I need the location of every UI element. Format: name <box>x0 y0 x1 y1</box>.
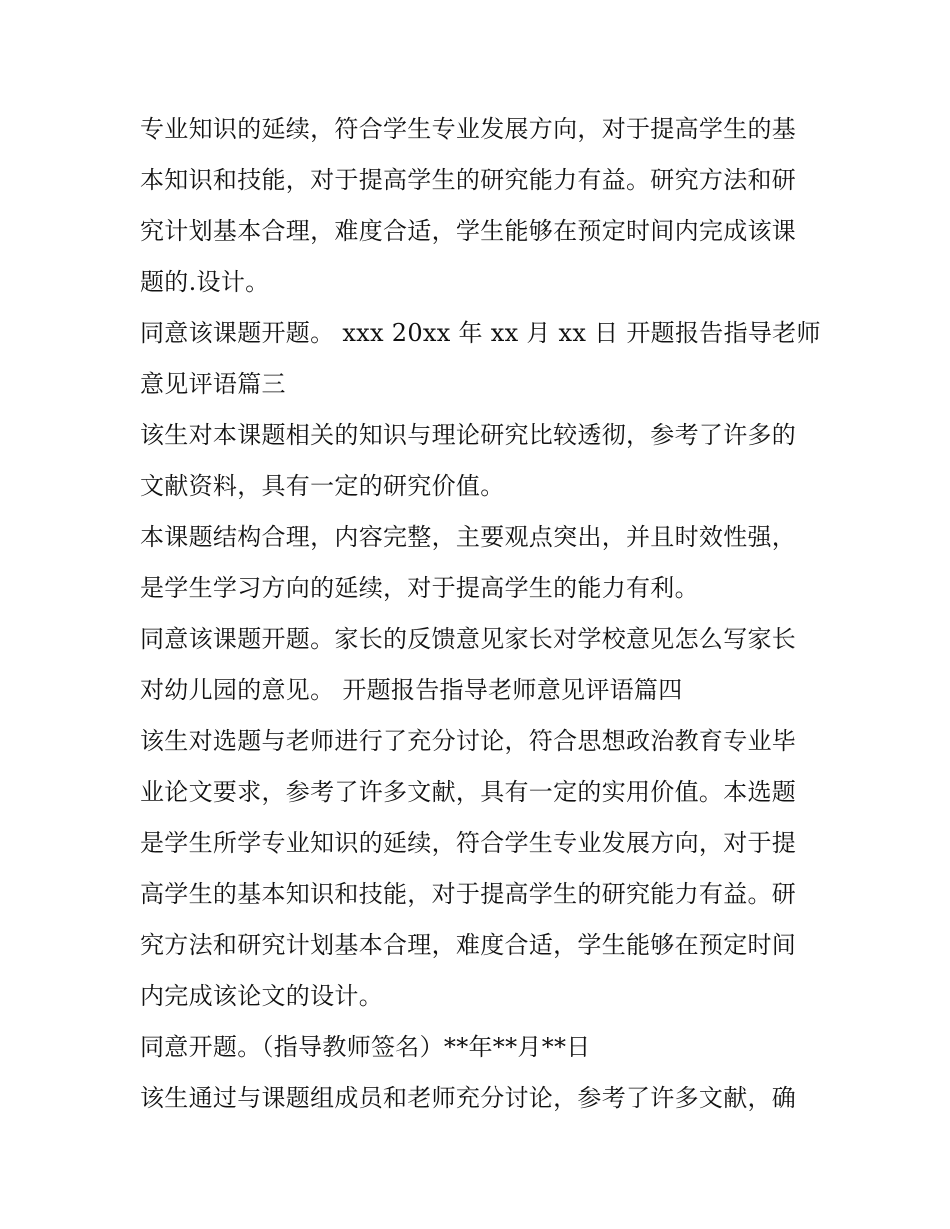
paragraph-7 <box>140 1022 820 1073</box>
text-line: 该生对选题与老师进行了充分讨论，符合思想政治教育专业毕 <box>140 727 797 755</box>
paragraph-4 <box>140 512 820 614</box>
text-line: 是学生学习方向的延续，对于提高学生的能力有利。 <box>140 574 699 602</box>
text-line: 该生通过与课题组成员和老师充分讨论，参考了许多文献，确 <box>140 1084 797 1112</box>
paragraph-1 <box>140 104 820 308</box>
document-body <box>140 104 820 1124</box>
text-line: 本课题结构合理，内容完整，主要观点突出，并且时效性强， <box>140 523 797 551</box>
text-line: 是学生所学专业知识的延续，符合学生专业发展方向，对于提 <box>140 829 797 857</box>
text-line: 该生对本课题相关的知识与理论研究比较透彻，参考了许多的 <box>140 421 797 449</box>
text-line: 专业知识的延续，符合学生专业发展方向，对于提高学生的基 <box>140 115 797 143</box>
text-line: 究方法和研究计划基本合理，难度合适，学生能够在预定时间 <box>140 931 797 959</box>
text-line: 究计划基本合理，难度合适，学生能够在预定时间内完成该课 <box>140 217 797 245</box>
text-line: 内完成该论文的设计。 <box>140 982 383 1010</box>
text-line: 同意该课题开题。家长的反馈意见家长对学校意见怎么写家长 <box>140 625 797 653</box>
paragraph-5 <box>140 614 820 716</box>
paragraph-8 <box>140 1073 820 1124</box>
text-line: 业论文要求，参考了许多文献，具有一定的实用价值。本选题 <box>140 778 797 806</box>
text-line: 高学生的基本知识和技能，对于提高学生的研究能力有益。研 <box>140 880 797 908</box>
paragraph-3 <box>140 410 820 512</box>
paragraph-2 <box>140 308 820 410</box>
section-heading-line: 意见评语篇三 <box>140 370 286 398</box>
signature-date-line: 同意开题。（指导教师签名）**年**月**日 <box>140 1033 591 1061</box>
text-line: 文献资料，具有一定的研究价值。 <box>140 472 505 500</box>
text-line: 题的.设计。 <box>140 268 270 296</box>
text-line: 对幼儿园的意见。 开题报告指导老师意见评语篇四 <box>140 676 683 704</box>
paragraph-6 <box>140 716 820 1022</box>
text-line: 同意该课题开题。 xxx 20xx 年 xx 月 xx 日 开题报告指导老师 <box>140 319 821 347</box>
text-line: 本知识和技能，对于提高学生的研究能力有益。研究方法和研 <box>140 166 797 194</box>
